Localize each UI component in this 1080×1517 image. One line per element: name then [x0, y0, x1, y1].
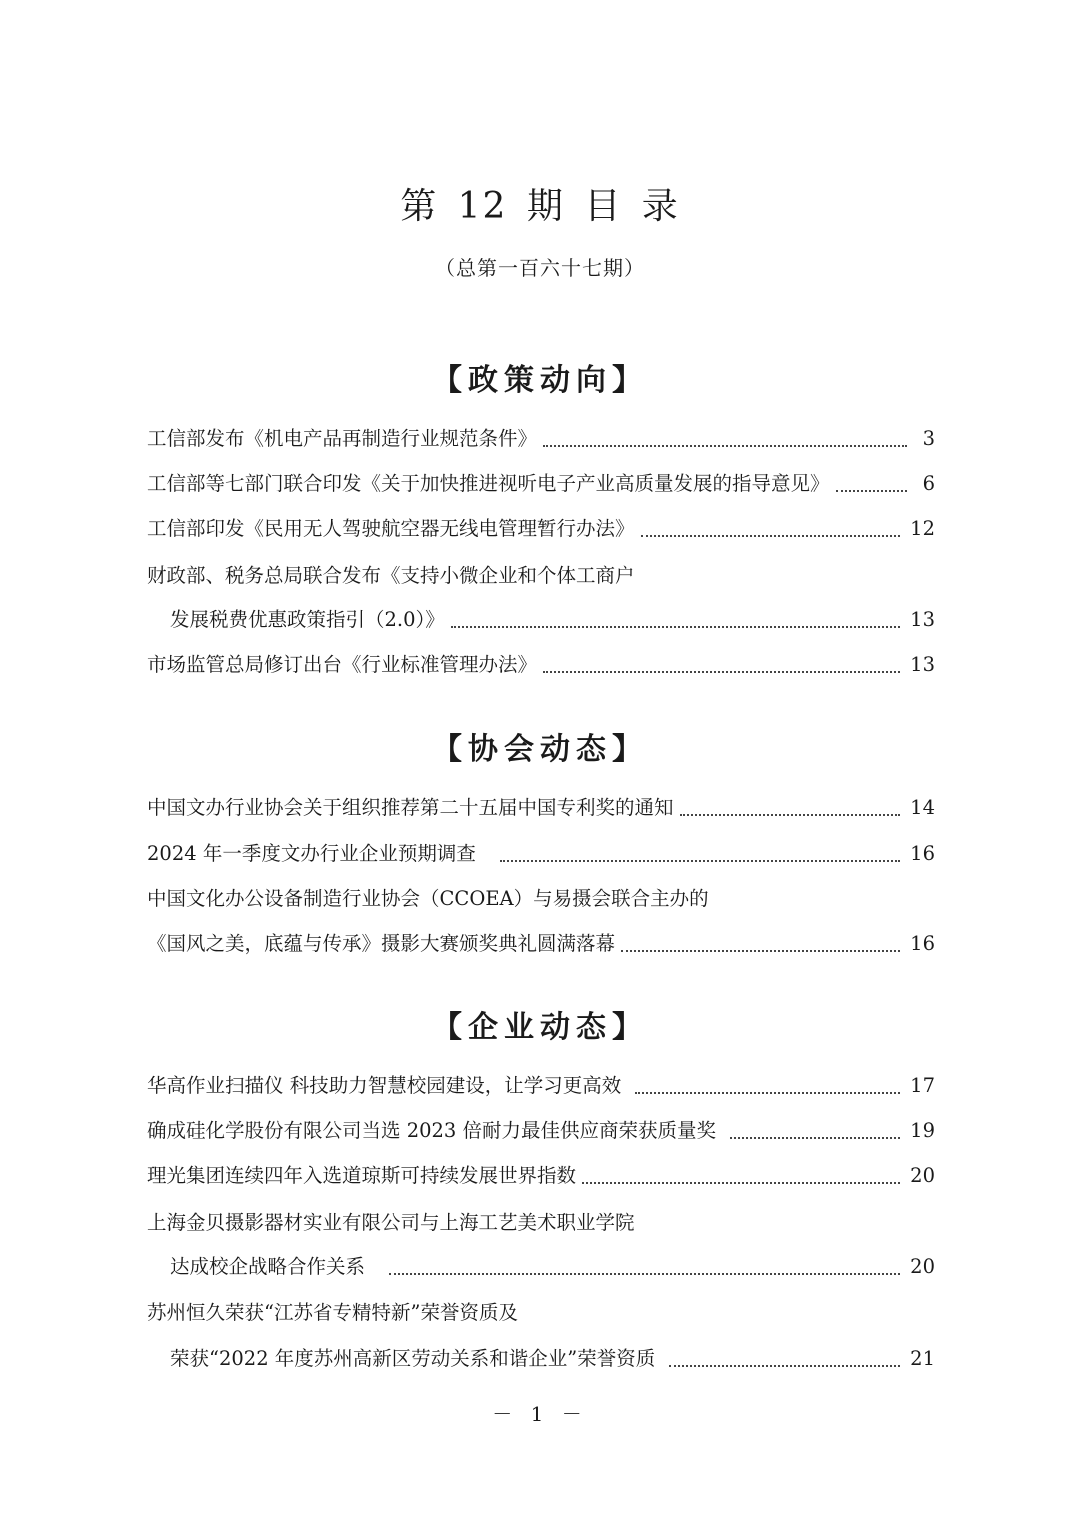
leader-dots: [500, 859, 900, 862]
toc-entry-title: 工信部等七部门联合印发《关于加快推进视听电子产业高质量发展的指导意见》: [147, 472, 830, 495]
toc-entry-title-line1[interactable]: 中国文化办公设备制造行业协会（CCOEA）与易摄会联合主办的: [147, 887, 709, 910]
leader-dots: [582, 1181, 900, 1184]
leader-dots: [641, 534, 901, 537]
toc-entry-title: 确成硅化学股份有限公司当选 2023 倍耐力最佳供应商荣获质量奖: [147, 1119, 717, 1142]
leader-dots: [680, 813, 901, 816]
toc-entry[interactable]: [147, 423, 935, 453]
toc-entry-title-line1[interactable]: 财政部、税务总局联合发布《支持小微企业和个体工商户: [147, 564, 635, 587]
toc-entry-page: 20: [910, 1255, 935, 1278]
toc-entry-title: 工信部发布《机电产品再制造行业规范条件》: [147, 427, 538, 450]
toc-entry[interactable]: [147, 1160, 935, 1190]
section-heading-association: 【协会动态】: [432, 732, 648, 767]
section-heading-policy: 【政策动向】: [432, 363, 648, 398]
toc-entry-title: 华高作业扫描仪 科技助力智慧校园建设，让学习更高效: [147, 1074, 622, 1097]
toc-entry-page: 16: [910, 932, 935, 955]
page-title: 第 12 期 目 录: [400, 186, 680, 227]
toc-entry-page: 13: [910, 653, 935, 676]
leader-dots: [389, 1272, 900, 1275]
toc-entry[interactable]: [147, 928, 935, 958]
leader-dots: [543, 444, 907, 447]
toc-entry-page: 6: [922, 472, 935, 495]
toc-entry-page: 12: [910, 517, 935, 540]
section-heading-enterprise: 【企业动态】: [432, 1010, 648, 1045]
page-number: － 1 －: [492, 1402, 588, 1426]
toc-entry-page: 19: [910, 1119, 935, 1142]
toc-entry-page: 21: [910, 1347, 935, 1370]
toc-entry[interactable]: [147, 649, 935, 679]
leader-dots: [635, 1091, 900, 1094]
toc-entry[interactable]: [147, 1115, 935, 1145]
toc-entry-page: 17: [910, 1074, 935, 1097]
toc-entry-page: 20: [910, 1164, 935, 1187]
toc-entry[interactable]: [147, 792, 935, 822]
toc-entry-title: 2024 年一季度文办行业企业预期调查: [147, 842, 476, 865]
toc-entry[interactable]: [170, 604, 935, 634]
toc-entry[interactable]: [170, 1343, 935, 1373]
toc-entry-title: 理光集团连续四年入选道琼斯可持续发展世界指数: [147, 1164, 577, 1187]
leader-dots: [621, 949, 900, 952]
leader-dots: [730, 1136, 900, 1139]
leader-dots: [836, 489, 907, 492]
leader-dots: [543, 670, 900, 673]
toc-entry-title: 中国文办行业协会关于组织推荐第二十五届中国专利奖的通知: [147, 796, 674, 819]
toc-entry-title: 发展税费优惠政策指引（2.0）》: [170, 608, 445, 631]
toc-entry-page: 13: [910, 608, 935, 631]
toc-entry[interactable]: [147, 468, 935, 498]
toc-entry-title: 市场监管总局修订出台《行业标准管理办法》: [147, 653, 538, 676]
toc-entry[interactable]: [147, 513, 935, 543]
toc-entry[interactable]: [147, 1070, 935, 1100]
leader-dots: [451, 625, 900, 628]
toc-entry-page: 16: [910, 842, 935, 865]
toc-entry-title: 工信部印发《民用无人驾驶航空器无线电管理暂行办法》: [147, 517, 635, 540]
toc-entry[interactable]: [147, 838, 935, 868]
toc-entry-title-line1[interactable]: 苏州恒久荣获“江苏省专精特新”荣誉资质及: [147, 1301, 518, 1324]
toc-entry-title: 达成校企战略合作关系: [170, 1255, 366, 1278]
toc-entry-title: 荣获“2022 年度苏州高新区劳动关系和谐企业”荣誉资质: [170, 1347, 656, 1370]
issue-subtitle: （总第一百六十七期）: [435, 256, 645, 280]
toc-entry-page: 3: [922, 427, 935, 450]
toc-entry-title-line1[interactable]: 上海金贝摄影器材实业有限公司与上海工艺美术职业学院: [147, 1211, 635, 1234]
toc-entry[interactable]: [170, 1251, 935, 1281]
toc-entry-title: 《国风之美，底蕴与传承》摄影大赛颁奖典礼圆满落幕: [147, 932, 616, 955]
leader-dots: [669, 1364, 900, 1367]
toc-entry-page: 14: [910, 796, 935, 819]
